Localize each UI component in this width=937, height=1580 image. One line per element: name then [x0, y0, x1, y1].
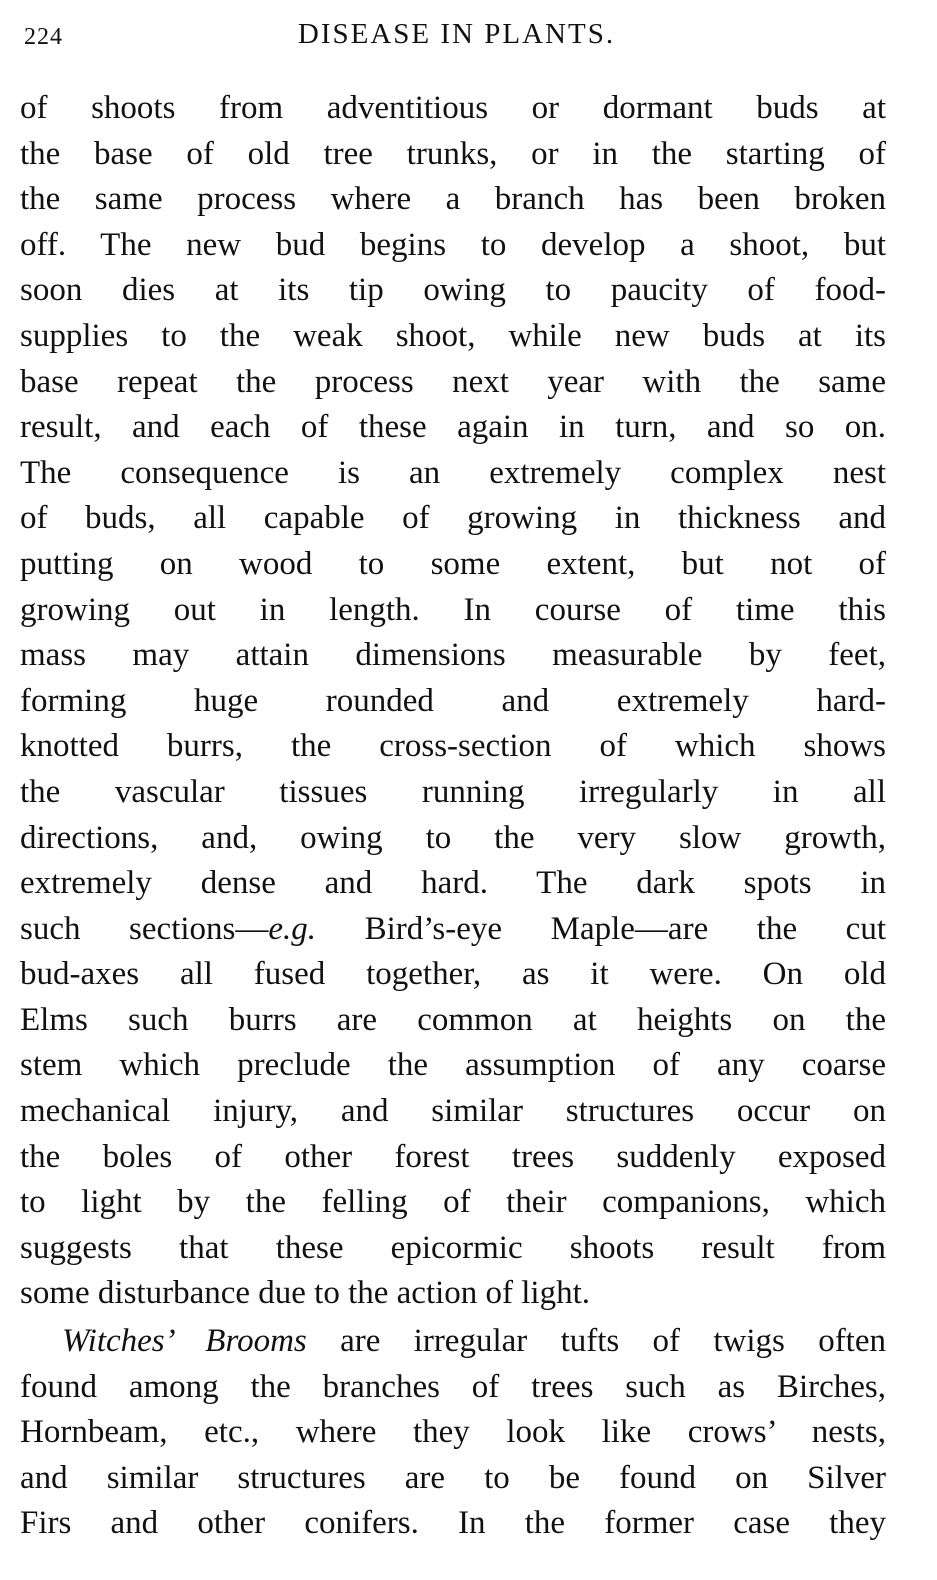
text-line: the same process where a branch has been broken — [20, 181, 886, 218]
paragraph-epicormic-burrs — [20, 86, 886, 1317]
text-line-with-italic — [20, 1319, 886, 1365]
text-line: Hornbeam, etc., where they look like crows’ nests, — [20, 1414, 886, 1451]
text-line: found among the branches of trees such as Birches, — [20, 1368, 886, 1405]
text-line: bud-axes all fused together, as it were. On old — [20, 956, 886, 993]
page-number: 224 — [24, 24, 63, 50]
text-line: of buds, all capable of growing in thickness and — [20, 500, 886, 537]
text-line: and similar structures are to be found on Silver — [20, 1459, 886, 1496]
body-text — [20, 86, 886, 1547]
text-line: directions, and, owing to the very slow growth, — [20, 819, 886, 856]
text-line: forming huge rounded and extremely hard- — [20, 682, 886, 719]
text-line: some disturbance due to the action of light. — [20, 1275, 591, 1312]
text-line: The consequence is an extremely complex nest — [20, 454, 886, 491]
text-line: the base of old tree trunks, or in the starting of — [20, 135, 886, 172]
text-run: such sections— — [20, 910, 269, 947]
text-line: suggests that these epicormic shoots result from — [20, 1229, 886, 1266]
text-line: to light by the felling of their companions, which — [20, 1184, 886, 1221]
running-head — [24, 18, 889, 58]
italic-abbreviation: e.g. — [268, 910, 317, 947]
paragraph-witches-brooms — [20, 1319, 886, 1547]
text-line: Elms such burrs are common at heights on the — [20, 1001, 886, 1038]
text-line: knotted burrs, the cross-section of which shows — [20, 728, 886, 765]
text-line: putting on wood to some extent, but not of — [20, 545, 886, 582]
text-line: soon dies at its tip owing to paucity of food- — [20, 272, 886, 309]
text-line: off. The new bud begins to develop a shoot, but — [20, 226, 886, 263]
text-run: are irregular tufts of twigs often — [306, 1323, 886, 1360]
text-line: mass may attain dimensions measurable by feet, — [20, 637, 886, 674]
text-line: stem which preclude the assumption of any coarse — [20, 1047, 886, 1084]
text-line: the boles of other forest trees suddenly exposed — [20, 1138, 886, 1175]
running-title: DISEASE IN PLANTS. — [297, 18, 616, 50]
text-line: supplies to the weak shoot, while new buds at its — [20, 317, 886, 354]
text-line: base repeat the process next year with the same — [20, 363, 886, 400]
text-line: mechanical injury, and similar structures occur on — [20, 1093, 886, 1130]
text-line: result, and each of these again in turn, and so on. — [20, 409, 886, 446]
text-run: Bird’s-eye Maple—are the cut — [316, 910, 886, 947]
text-line-with-italic — [20, 907, 886, 953]
italic-term: Witches’ Brooms — [62, 1323, 307, 1360]
text-line: growing out in length. In course of time this — [20, 591, 886, 628]
text-line: Firs and other conifers. In the former case they — [20, 1505, 886, 1542]
text-line: of shoots from adventitious or dormant buds at — [20, 90, 886, 126]
text-line: extremely dense and hard. The dark spots in — [20, 865, 886, 902]
text-line: the vascular tissues running irregularly in all — [20, 773, 886, 810]
